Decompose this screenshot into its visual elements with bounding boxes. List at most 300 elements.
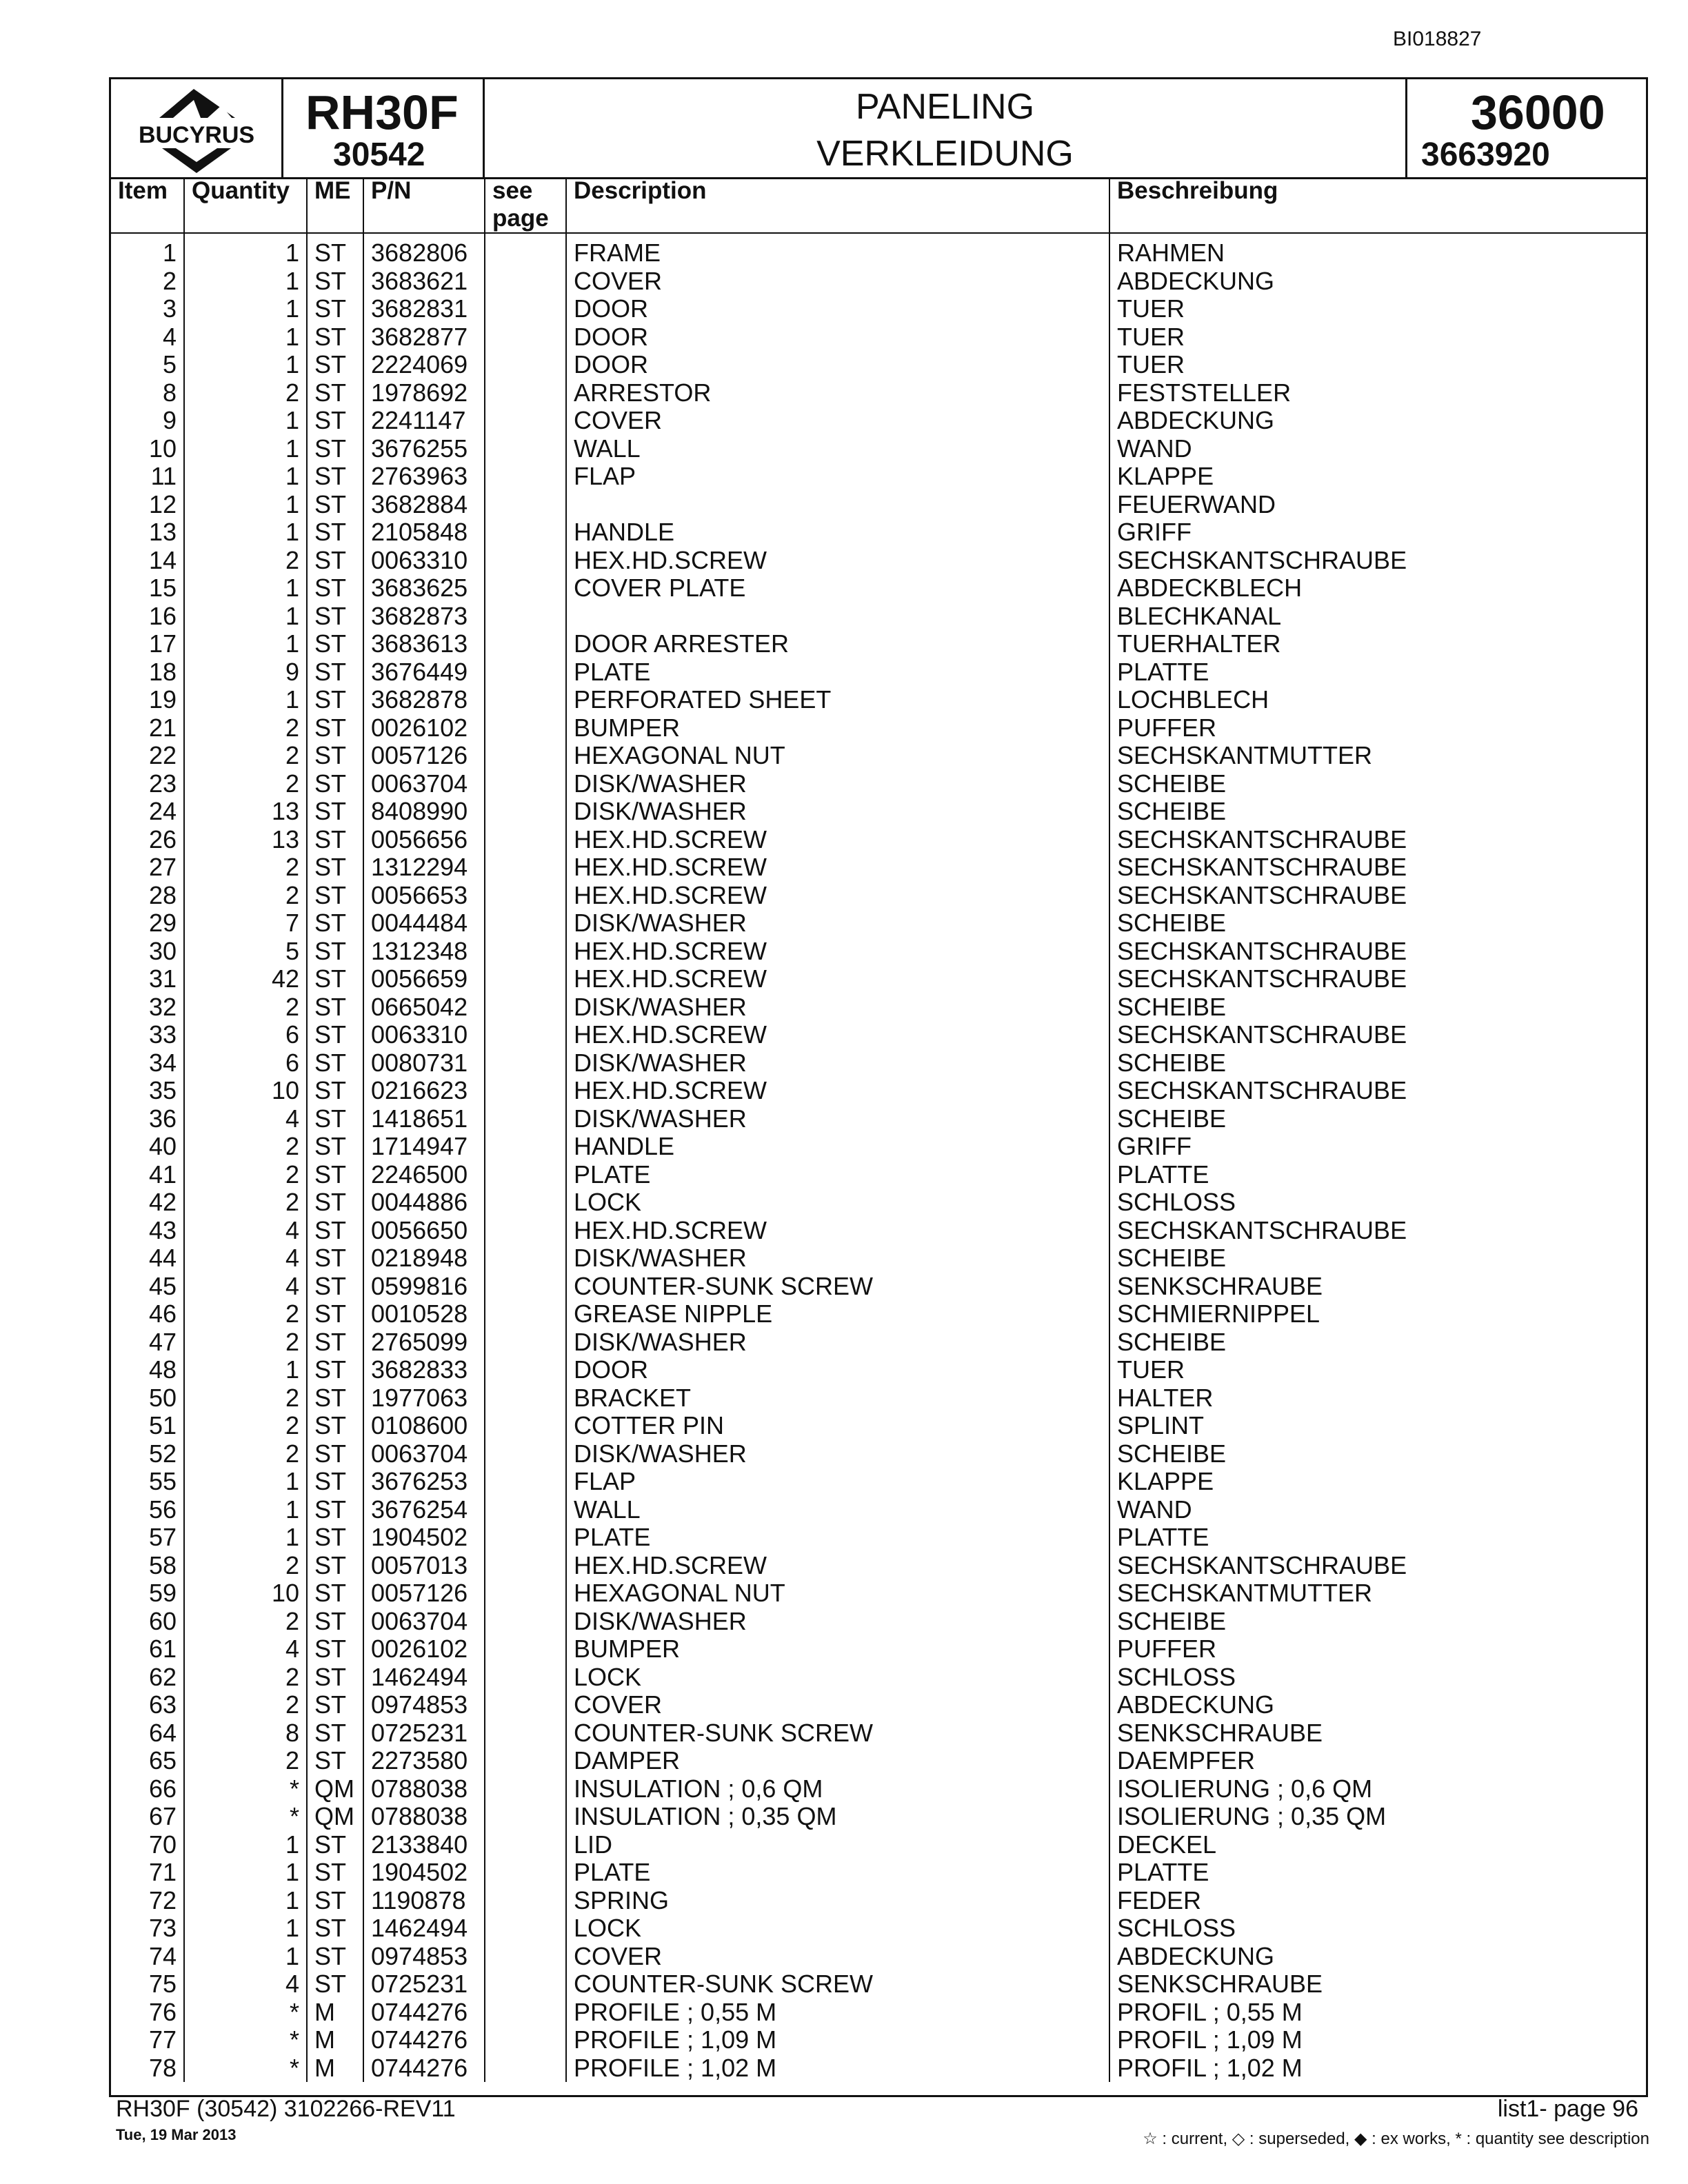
cell-part-number: 0744276: [363, 2054, 485, 2083]
cell-description: DISK/WASHER: [566, 1049, 1109, 1078]
table-row: [111, 1999, 1646, 2027]
cell-beschreibung: SCHLOSS: [1117, 1914, 1236, 1943]
cell-beschreibung: SENKSCHRAUBE: [1117, 1272, 1323, 1300]
cell-description: DAMPER: [566, 1747, 1109, 1775]
cell-part-number: 0044484: [363, 909, 485, 938]
cell-description: DOOR: [566, 351, 1109, 379]
table-row: [111, 547, 1646, 575]
table-row: [111, 882, 1646, 910]
cell-unit: ST: [307, 574, 363, 603]
cell-quantity: 1: [184, 1468, 307, 1496]
cell-part-number: 0063704: [363, 1440, 485, 1468]
cell-part-number: 0063310: [363, 1021, 485, 1049]
cell-see-page: [485, 686, 566, 714]
table-row: [111, 267, 1646, 296]
table-row: [111, 379, 1646, 407]
cell-unit: ST: [307, 1217, 363, 1245]
cell-beschreibung: SCHEIBE: [1117, 1104, 1227, 1133]
footer-page-number: list1- page 96: [1497, 2096, 1638, 2122]
cell-description: WALL: [566, 1496, 1109, 1524]
cell-description: HEX.HD.SCREW: [566, 965, 1109, 993]
cell-item-number: 73: [111, 1914, 184, 1943]
table-row: [111, 1077, 1646, 1105]
cell-unit: ST: [307, 1384, 363, 1413]
cell-part-number: 0056656: [363, 826, 485, 854]
table-row: [111, 742, 1646, 770]
cell-unit: ST: [307, 1635, 363, 1664]
cell-item-number: 42: [111, 1189, 184, 1217]
cell-unit: ST: [307, 1049, 363, 1078]
cell-description: DISK/WASHER: [566, 798, 1109, 826]
col-header-description: Description: [566, 177, 1109, 233]
cell-item-number: 64: [111, 1719, 184, 1748]
cell-quantity: 1: [184, 233, 307, 267]
cell-see-page: [485, 351, 566, 379]
cell-part-number: 0057013: [363, 1552, 485, 1580]
cell-description: DISK/WASHER: [566, 1244, 1109, 1273]
cell-item-number: 22: [111, 742, 184, 770]
cell-unit: ST: [307, 407, 363, 435]
cell-beschreibung: GRIFF: [1117, 518, 1192, 547]
cell-item-number: 30: [111, 938, 184, 966]
cell-item-number: 43: [111, 1217, 184, 1245]
cell-description: [566, 603, 1109, 631]
group-number: 36000: [1471, 85, 1605, 139]
table-row: [111, 909, 1646, 938]
cell-description: COUNTER-SUNK SCREW: [566, 1273, 1109, 1301]
table-row: [111, 1133, 1646, 1161]
cell-beschreibung: FESTSTELLER: [1117, 378, 1292, 407]
table-row: [111, 1189, 1646, 1217]
cell-see-page: [485, 1384, 566, 1413]
cell-part-number: 0056659: [363, 965, 485, 993]
cell-part-number: 0108600: [363, 1412, 485, 1440]
cell-unit: ST: [307, 1719, 363, 1748]
cell-part-number: 1977063: [363, 1384, 485, 1413]
cell-description: PLATE: [566, 1524, 1109, 1552]
title-german: VERKLEIDUNG: [816, 134, 1074, 174]
cell-beschreibung: LOCHBLECH: [1117, 686, 1269, 714]
cell-part-number: 0725231: [363, 1719, 485, 1748]
cell-part-number: 2763963: [363, 463, 485, 491]
cell-quantity: 4: [184, 1273, 307, 1301]
cell-see-page: [485, 770, 566, 798]
cell-description: INSULATION ; 0,35 QM: [566, 1803, 1109, 1831]
cell-quantity: 9: [184, 658, 307, 687]
table-row: [111, 1524, 1646, 1552]
cell-beschreibung: SECHSKANTSCHRAUBE: [1117, 881, 1407, 909]
cell-beschreibung: WAND: [1117, 434, 1192, 463]
cell-quantity: 2: [184, 742, 307, 770]
cell-see-page: [485, 1496, 566, 1524]
cell-part-number: 2246500: [363, 1161, 485, 1189]
cell-beschreibung: TUER: [1117, 1356, 1185, 1384]
cell-quantity: 2: [184, 1691, 307, 1719]
col-header-quantity: Quantity: [184, 177, 307, 233]
cell-unit: ST: [307, 1914, 363, 1943]
cell-quantity: 6: [184, 1049, 307, 1078]
cell-quantity: 2: [184, 1161, 307, 1189]
cell-quantity: 1: [184, 1887, 307, 1915]
cell-unit: ST: [307, 938, 363, 966]
model-serial: 30542: [333, 136, 425, 173]
cell-part-number: 1462494: [363, 1914, 485, 1943]
cell-unit: ST: [307, 1468, 363, 1496]
table-row: [111, 1105, 1646, 1133]
cell-part-number: 0974853: [363, 1691, 485, 1719]
cell-item-number: 56: [111, 1496, 184, 1524]
cell-unit: ST: [307, 1943, 363, 1971]
cell-part-number: 1312294: [363, 853, 485, 882]
cell-item-number: 41: [111, 1161, 184, 1189]
cell-part-number: 0063310: [363, 547, 485, 575]
cell-part-number: 2133840: [363, 1831, 485, 1859]
cell-part-number: 1312348: [363, 938, 485, 966]
cell-part-number: 0026102: [363, 1635, 485, 1664]
cell-unit: ST: [307, 630, 363, 658]
cell-item-number: 34: [111, 1049, 184, 1078]
cell-quantity: 13: [184, 798, 307, 826]
cell-quantity: 2: [184, 1552, 307, 1580]
cell-item-number: 11: [111, 463, 184, 491]
cell-part-number: 0057126: [363, 1579, 485, 1608]
cell-see-page: [485, 2026, 566, 2054]
cell-quantity: 1: [184, 351, 307, 379]
cell-beschreibung: SECHSKANTSCHRAUBE: [1117, 1077, 1407, 1105]
cell-item-number: 3: [111, 295, 184, 323]
logo-text: BUCYRUS: [138, 122, 255, 148]
cell-quantity: 2: [184, 1189, 307, 1217]
table-row: [111, 658, 1646, 687]
cell-beschreibung: PROFIL ; 0,55 M: [1117, 1998, 1303, 2026]
cell-item-number: 8: [111, 379, 184, 407]
cell-item-number: 75: [111, 1970, 184, 1999]
cell-item-number: 19: [111, 686, 184, 714]
cell-see-page: [485, 1189, 566, 1217]
cell-see-page: [485, 1803, 566, 1831]
cell-see-page: [485, 1691, 566, 1719]
cell-see-page: [485, 1943, 566, 1971]
cell-unit: ST: [307, 798, 363, 826]
cell-beschreibung: ISOLIERUNG ; 0,35 QM: [1117, 1803, 1387, 1831]
cell-item-number: 52: [111, 1440, 184, 1468]
cell-quantity: 6: [184, 1021, 307, 1049]
table-row: [111, 323, 1646, 352]
cell-item-number: 18: [111, 658, 184, 687]
table-row: [111, 630, 1646, 658]
cell-item-number: 60: [111, 1608, 184, 1636]
cell-part-number: 2241147: [363, 407, 485, 435]
table-row: [111, 1887, 1646, 1915]
cell-item-number: 27: [111, 853, 184, 882]
cell-beschreibung: ABDECKBLECH: [1117, 574, 1303, 603]
cell-beschreibung: ABDECKUNG: [1117, 267, 1275, 295]
cell-description: PERFORATED SHEET: [566, 686, 1109, 714]
cell-unit: ST: [307, 1021, 363, 1049]
cell-quantity: 1: [184, 686, 307, 714]
cell-quantity: 1: [184, 295, 307, 323]
cell-beschreibung: ABDECKUNG: [1117, 1691, 1275, 1719]
cell-item-number: 57: [111, 1524, 184, 1552]
cell-quantity: 10: [184, 1077, 307, 1105]
table-row: [111, 463, 1646, 491]
cell-quantity: 1: [184, 323, 307, 352]
cell-description: DOOR: [566, 1356, 1109, 1384]
cell-beschreibung: GRIFF: [1117, 1133, 1192, 1161]
cell-description: BUMPER: [566, 1635, 1109, 1664]
cell-description: HEX.HD.SCREW: [566, 1552, 1109, 1580]
cell-beschreibung: PLATTE: [1117, 1524, 1209, 1552]
cell-part-number: 0665042: [363, 993, 485, 1022]
cell-beschreibung: SCHEIBE: [1117, 1439, 1227, 1468]
cell-see-page: [485, 853, 566, 882]
cell-see-page: [485, 407, 566, 435]
cell-quantity: 2: [184, 1747, 307, 1775]
cell-see-page: [485, 1914, 566, 1943]
cell-beschreibung: FEUERWAND: [1117, 490, 1276, 518]
cell-part-number: 1418651: [363, 1105, 485, 1133]
cell-beschreibung: HALTER: [1117, 1384, 1214, 1412]
cell-quantity: 2: [184, 1608, 307, 1636]
cell-description: DISK/WASHER: [566, 1608, 1109, 1636]
table-row: [111, 2026, 1646, 2054]
cell-part-number: 2105848: [363, 518, 485, 547]
cell-item-number: 9: [111, 407, 184, 435]
cell-item-number: 15: [111, 574, 184, 603]
cell-unit: ST: [307, 1747, 363, 1775]
cell-item-number: 61: [111, 1635, 184, 1664]
cell-part-number: 0725231: [363, 1970, 485, 1999]
cell-item-number: 78: [111, 2054, 184, 2083]
cell-item-number: 23: [111, 770, 184, 798]
cell-part-number: 3683613: [363, 630, 485, 658]
cell-part-number: 0010528: [363, 1300, 485, 1328]
table-row: [111, 1970, 1646, 1999]
cell-part-number: 0788038: [363, 1803, 485, 1831]
cell-unit: ST: [307, 882, 363, 910]
cell-beschreibung: SECHSKANTSCHRAUBE: [1117, 546, 1407, 574]
table-row: [111, 1412, 1646, 1440]
cell-part-number: 2765099: [363, 1328, 485, 1357]
cell-quantity: 7: [184, 909, 307, 938]
cell-beschreibung: TUER: [1117, 323, 1185, 351]
cell-see-page: [485, 798, 566, 826]
table-row: [111, 714, 1646, 742]
cell-part-number: 1190878: [363, 1887, 485, 1915]
cell-beschreibung: PUFFER: [1117, 714, 1216, 742]
parts-table: [111, 177, 1646, 2082]
cell-part-number: 3682884: [363, 491, 485, 519]
cell-part-number: 3676449: [363, 658, 485, 687]
cell-description: PROFILE ; 1,02 M: [566, 2054, 1109, 2083]
cell-see-page: [485, 267, 566, 296]
cell-item-number: 28: [111, 882, 184, 910]
table-row: [111, 407, 1646, 435]
cell-description: FRAME: [566, 233, 1109, 267]
cell-unit: ST: [307, 770, 363, 798]
cell-item-number: 24: [111, 798, 184, 826]
cell-unit: ST: [307, 463, 363, 491]
cell-quantity: 1: [184, 574, 307, 603]
cell-description: PROFILE ; 1,09 M: [566, 2026, 1109, 2054]
cell-description: WALL: [566, 435, 1109, 463]
cell-see-page: [485, 1552, 566, 1580]
cell-part-number: 2224069: [363, 351, 485, 379]
cell-see-page: [485, 1747, 566, 1775]
cell-see-page: [485, 1328, 566, 1357]
cell-unit: ST: [307, 1328, 363, 1357]
cell-description: HANDLE: [566, 1133, 1109, 1161]
cell-see-page: [485, 1635, 566, 1664]
table-row: [111, 1635, 1646, 1664]
table-row: [111, 853, 1646, 882]
cell-description: HEX.HD.SCREW: [566, 1021, 1109, 1049]
cell-unit: ST: [307, 826, 363, 854]
parts-list-frame: [109, 77, 1648, 2097]
cell-part-number: 0216623: [363, 1077, 485, 1105]
cell-part-number: 3676253: [363, 1468, 485, 1496]
cell-quantity: *: [184, 2054, 307, 2083]
cell-item-number: 63: [111, 1691, 184, 1719]
cell-item-number: 1: [111, 233, 184, 267]
cell-description: ARRESTOR: [566, 379, 1109, 407]
cell-description: HEX.HD.SCREW: [566, 853, 1109, 882]
cell-unit: ST: [307, 658, 363, 687]
cell-unit: ST: [307, 267, 363, 296]
table-row: [111, 1914, 1646, 1943]
cell-item-number: 44: [111, 1244, 184, 1273]
cell-see-page: [485, 742, 566, 770]
cell-part-number: 3683625: [363, 574, 485, 603]
cell-item-number: 65: [111, 1747, 184, 1775]
cell-see-page: [485, 603, 566, 631]
table-row: [111, 938, 1646, 966]
cell-beschreibung: SECHSKANTSCHRAUBE: [1117, 965, 1407, 993]
cell-quantity: 2: [184, 1328, 307, 1357]
cell-unit: ST: [307, 233, 363, 267]
cell-quantity: 1: [184, 1496, 307, 1524]
cell-quantity: 2: [184, 1133, 307, 1161]
table-row: [111, 435, 1646, 463]
cell-beschreibung: DAEMPFER: [1117, 1747, 1256, 1775]
cell-beschreibung: SCHEIBE: [1117, 1049, 1227, 1077]
cell-beschreibung: SCHEIBE: [1117, 1607, 1227, 1635]
col-header-beschreibung: Beschreibung: [1109, 177, 1646, 233]
cell-see-page: [485, 1664, 566, 1692]
cell-description: [566, 491, 1109, 519]
cell-unit: ST: [307, 909, 363, 938]
cell-quantity: 1: [184, 1859, 307, 1887]
cell-unit: ST: [307, 323, 363, 352]
cell-quantity: 2: [184, 547, 307, 575]
cell-description: DOOR ARRESTER: [566, 630, 1109, 658]
cell-see-page: [485, 547, 566, 575]
cell-part-number: 2273580: [363, 1747, 485, 1775]
cell-see-page: [485, 1608, 566, 1636]
table-row: [111, 1217, 1646, 1245]
table-row: [111, 1161, 1646, 1189]
cell-description: COVER: [566, 1943, 1109, 1971]
cell-part-number: 3676254: [363, 1496, 485, 1524]
cell-see-page: [485, 882, 566, 910]
cell-beschreibung: SECHSKANTSCHRAUBE: [1117, 1551, 1407, 1579]
cell-part-number: 3676255: [363, 435, 485, 463]
cell-unit: ST: [307, 742, 363, 770]
table-row: [111, 1803, 1646, 1831]
cell-beschreibung: ISOLIERUNG ; 0,6 QM: [1117, 1775, 1373, 1803]
table-row: [111, 603, 1646, 631]
cell-item-number: 46: [111, 1300, 184, 1328]
cell-beschreibung: BLECHKANAL: [1117, 602, 1282, 630]
cell-see-page: [485, 323, 566, 352]
cell-see-page: [485, 965, 566, 993]
cell-description: BUMPER: [566, 714, 1109, 742]
table-row: [111, 1496, 1646, 1524]
cell-unit: ST: [307, 295, 363, 323]
table-row: [111, 1747, 1646, 1775]
table-row: [111, 1468, 1646, 1496]
table-row: [111, 2054, 1646, 2083]
cell-unit: ST: [307, 435, 363, 463]
cell-description: HEX.HD.SCREW: [566, 938, 1109, 966]
table-body: [111, 233, 1646, 2082]
cell-quantity: 4: [184, 1970, 307, 1999]
cell-unit: ST: [307, 603, 363, 631]
table-row: [111, 1579, 1646, 1608]
bucyrus-logo-icon: [118, 85, 275, 174]
cell-description: FLAP: [566, 1468, 1109, 1496]
table-header-row: [111, 177, 1646, 233]
cell-beschreibung: SCHEIBE: [1117, 1328, 1227, 1356]
cell-unit: M: [307, 2054, 363, 2083]
cell-unit: M: [307, 2026, 363, 2054]
cell-quantity: 10: [184, 1579, 307, 1608]
cell-item-number: 2: [111, 267, 184, 296]
col-header-pn: P/N: [363, 177, 485, 233]
cell-description: INSULATION ; 0,6 QM: [566, 1775, 1109, 1803]
cell-beschreibung: SECHSKANTSCHRAUBE: [1117, 853, 1407, 882]
group-part-number: 3663920: [1421, 136, 1550, 173]
cell-quantity: 2: [184, 853, 307, 882]
cell-see-page: [485, 1579, 566, 1608]
cell-description: HEX.HD.SCREW: [566, 826, 1109, 854]
cell-quantity: *: [184, 1775, 307, 1803]
table-row: [111, 798, 1646, 826]
cell-part-number: 8408990: [363, 798, 485, 826]
cell-beschreibung: RAHMEN: [1117, 239, 1225, 267]
cell-description: DISK/WASHER: [566, 909, 1109, 938]
cell-quantity: 42: [184, 965, 307, 993]
cell-item-number: 13: [111, 518, 184, 547]
cell-see-page: [485, 1468, 566, 1496]
cell-beschreibung: SPLINT: [1117, 1412, 1205, 1440]
cell-beschreibung: SCHMIERNIPPEL: [1117, 1300, 1320, 1328]
cell-beschreibung: SECHSKANTSCHRAUBE: [1117, 1216, 1407, 1244]
table-row: [111, 1273, 1646, 1301]
table-row: [111, 574, 1646, 603]
table-row: [111, 1300, 1646, 1328]
cell-unit: QM: [307, 1803, 363, 1831]
cell-description: HEX.HD.SCREW: [566, 1077, 1109, 1105]
cell-beschreibung: KLAPPE: [1117, 1468, 1214, 1496]
cell-description: COTTER PIN: [566, 1412, 1109, 1440]
cell-quantity: 1: [184, 407, 307, 435]
cell-beschreibung: KLAPPE: [1117, 463, 1214, 491]
cell-unit: ST: [307, 351, 363, 379]
cell-description: DOOR: [566, 323, 1109, 352]
cell-beschreibung: SCHEIBE: [1117, 909, 1227, 938]
table-row: [111, 1244, 1646, 1273]
